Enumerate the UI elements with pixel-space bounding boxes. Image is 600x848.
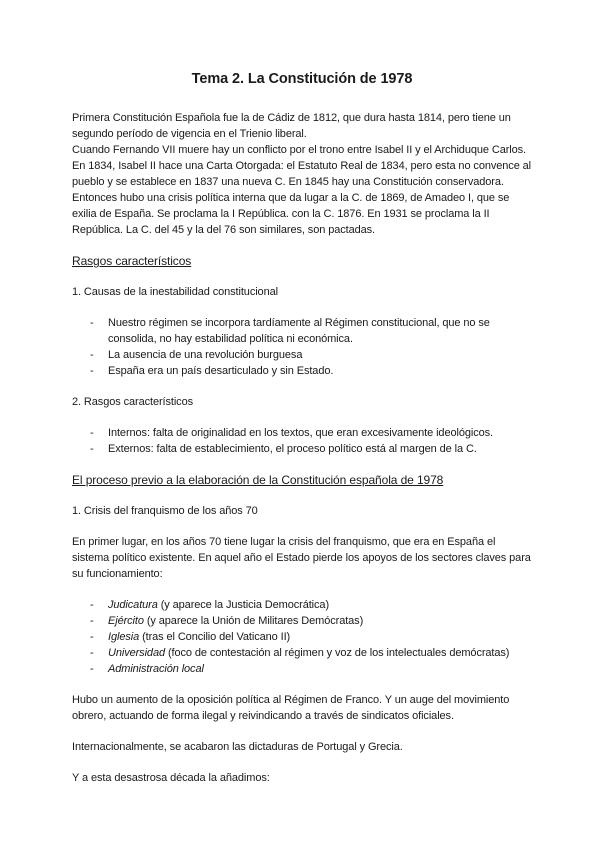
- section-heading-rasgos: Rasgos característicos: [72, 254, 192, 268]
- sector-note: (foco de contestación al régimen y voz de los intelectuales demócratas): [164, 647, 510, 659]
- section-heading-proceso: El proceso previo a la elaboración de la Constitución española de 1978: [72, 473, 444, 487]
- list-item: [72, 645, 532, 661]
- sector-name: Judicatura: [108, 599, 158, 611]
- intro-paragraph-1: Primera Constitución Española fue la de Cádiz de 1812, que dura hasta 1814, pero tiene un segundo período de vigencia en el Trienio liberal.: [72, 112, 511, 140]
- subsection-title-causas: 1. Causas de la inestabilidad constitucional: [72, 286, 278, 298]
- causas-list: [72, 315, 532, 379]
- sector-name: Universidad: [108, 647, 165, 659]
- decada-paragraph: Y a esta desastrosa década la añadimos:: [72, 772, 270, 784]
- rasgos-list: [72, 425, 532, 457]
- document-title: Tema 2. La Constitución de 1978: [191, 71, 413, 87]
- list-item: - La ausencia de una revolución burguesa: [72, 347, 532, 363]
- sector-note: (y aparece la Justicia Democrática): [157, 599, 330, 611]
- list-item: - España era un país desarticulado y sin Estado.: [72, 363, 532, 379]
- list-item: - Internos: falta de originalidad en los textos, que eran excesivamente ideológicos.: [72, 425, 532, 441]
- internacional-paragraph: Internacionalmente, se acabaron las dictaduras de Portugal y Grecia.: [72, 741, 403, 753]
- list-item: [72, 597, 532, 613]
- sector-name: Iglesia: [108, 631, 140, 643]
- list-item: [72, 613, 532, 629]
- document-page: [72, 70, 532, 786]
- oposicion-paragraph: Hubo un aumento de la oposición política al Régimen de Franco. Y un auge del movimiento obrero, actuando de forma ilegal y reivindicando a través de sindicatos oficiales.: [72, 694, 510, 722]
- list-item: - Externos: falta de establecimiento, el proceso político está al margen de la C.: [72, 441, 532, 457]
- sector-name: Ejército: [108, 615, 144, 627]
- subsection-title-rasgos: 2. Rasgos característicos: [72, 396, 193, 408]
- sector-name: Administración local: [108, 663, 204, 675]
- list-item: [72, 629, 532, 645]
- crisis-paragraph: En primer lugar, en los años 70 tiene lugar la crisis del franquismo, que era en España el sistema político existente. En aquel año el Estado pierde los apoyos de los sectores claves para su funcionamiento:: [72, 536, 531, 580]
- sector-note: (y aparece la Unión de Militares Demócratas): [143, 615, 364, 627]
- intro-paragraph-2: Cuando Fernando VII muere hay un conflicto por el trono entre Isabel II y el Archiduque Carlos. En 1834, Isabel II hace una Carta Otorgada: el Estatuto Real de 1834, pero esta no convence al pueblo y se establece en 1837 una nueva C. En 1845 hay una Constitución conservadora. Entonces hubo una crisis política interna que da lugar a la C. de 1869, de Amadeo I, que se exilia de España. Se proclama la I República. con la C. 1876. En 1931 se proclama la II República. La C. del 45 y la del 76 son similares, son pactadas.: [72, 144, 532, 236]
- list-item: [72, 661, 532, 677]
- sectors-list: [72, 597, 532, 677]
- subsection-title-crisis: 1. Crisis del franquismo de los años 70: [72, 505, 258, 517]
- sector-note: (tras el Concilio del Vaticano II): [139, 631, 291, 643]
- list-item: - Nuestro régimen se incorpora tardíamente al Régimen constitucional, que no se consolida, no hay estabilidad política ni económica.: [72, 315, 532, 347]
